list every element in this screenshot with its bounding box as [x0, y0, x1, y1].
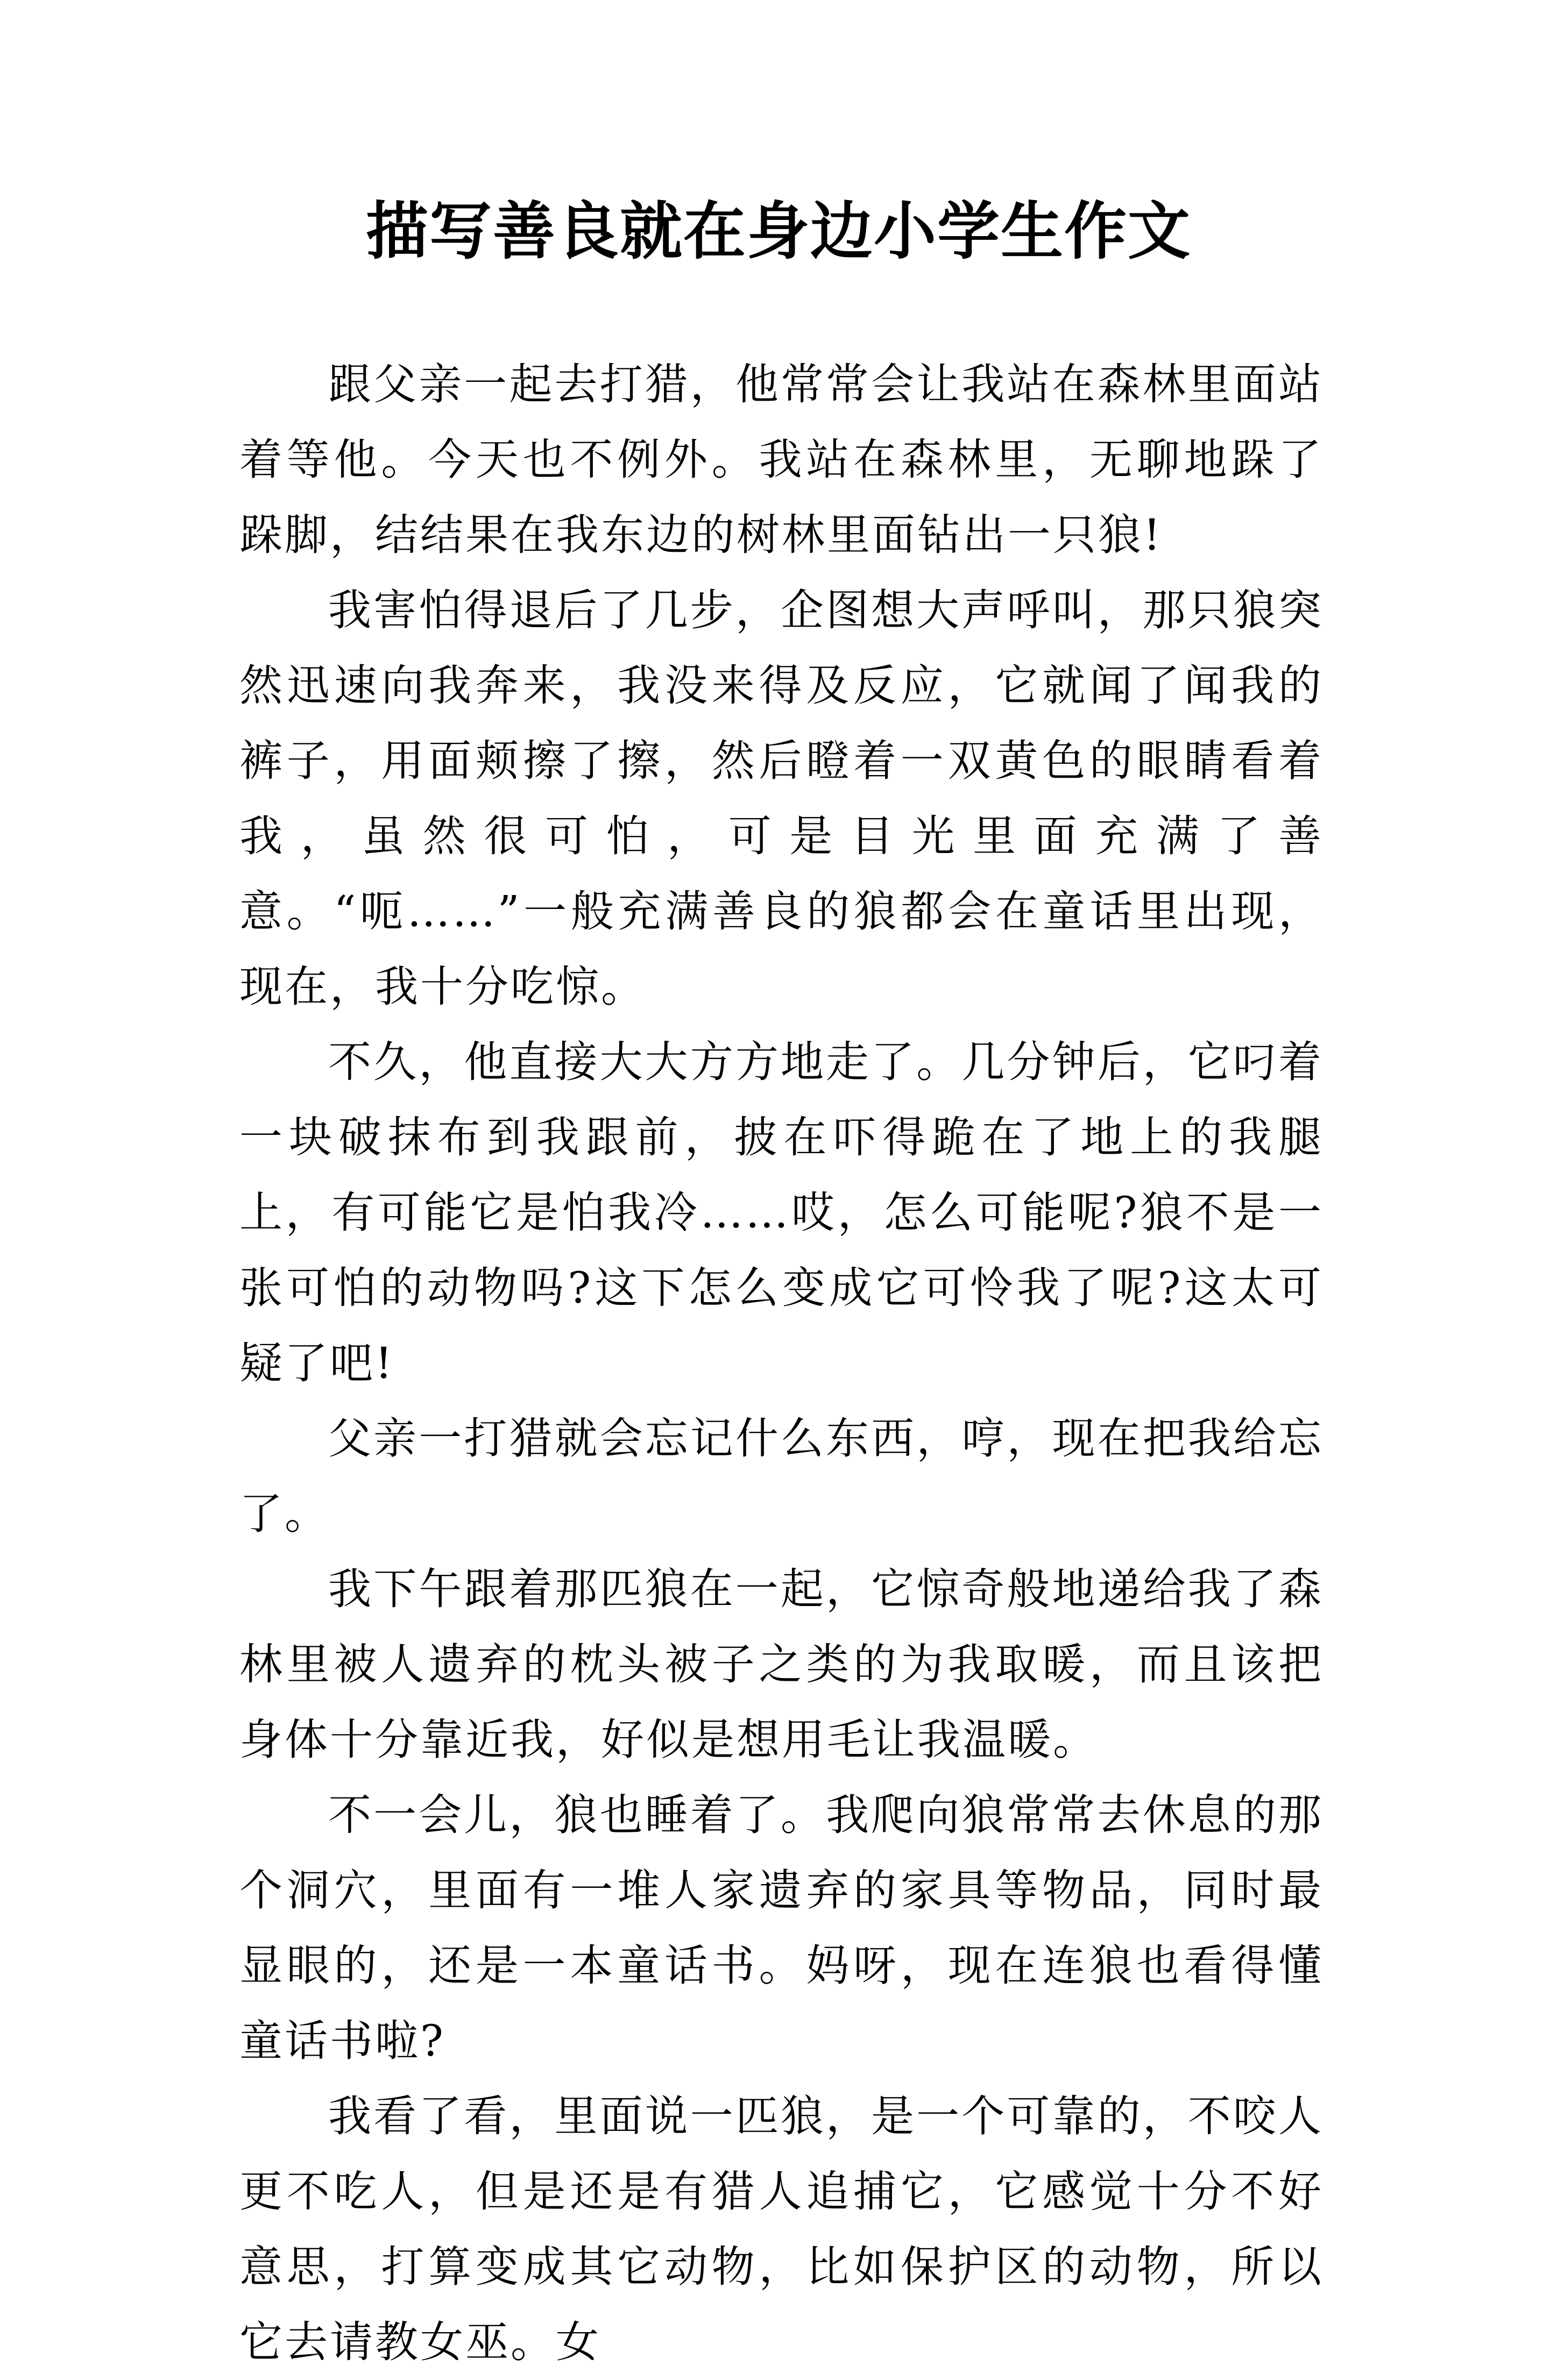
paragraph-6: 不一会儿，狼也睡着了。我爬向狼常常去休息的那个洞穴，里面有一堆人家遗弃的家具等物品，同时最显眼的，还是一本童话书。妈呀，现在连狼也看得懂童话书啦? [239, 1790, 1324, 2066]
paragraph-5: 我下午跟着那匹狼在一起，它惊奇般地递给我了森林里被人遗弃的枕头被子之类的为我取暖，而且该把身体十分靠近我，好似是想用毛让我温暖。 [239, 1564, 1324, 1765]
paragraph-3: 不久，他直接大大方方地走了。几分钟后，它叼着一块破抹布到我跟前，披在吓得跪在了地上的我腿上，有可能它是怕我冷……哎，怎么可能呢?狼不是一张可怕的动物吗?这下怎么变成它可怜我了呢?这太可疑了吧! [239, 1037, 1324, 1388]
paragraph-7: 我看了看，里面说一匹狼，是一个可靠的，不咬人更不吃人，但是还是有猎人追捕它，它感觉十分不好意思，打算变成其它动物，比如保护区的动物，所以它去请教女巫。女 [239, 2091, 1324, 2367]
paragraph-1: 跟父亲一起去打猎，他常常会让我站在森林里面站着等他。今天也不例外。我站在森林里，无聊地跺了跺脚，结结果在我东边的树林里面钻出一只狼! [239, 359, 1324, 560]
essay-body [239, 347, 1324, 2380]
page-title: 描写善良就在身边小学生作文 [366, 195, 1191, 268]
paragraph-4: 父亲一打猎就会忘记什么东西，哼，现在把我给忘了。 [239, 1413, 1324, 1539]
paragraph-2: 我害怕得退后了几步，企图想大声呼叫，那只狼突然迅速向我奔来，我没来得及反应，它就闻了闻我的裤子，用面颊擦了擦，然后瞪着一双黄色的眼睛看着我，虽然很可怕，可是目光里面充满了善意。“呃……”一般充满善良的狼都会在童话里出现，现在，我十分吃惊。 [239, 585, 1324, 1012]
